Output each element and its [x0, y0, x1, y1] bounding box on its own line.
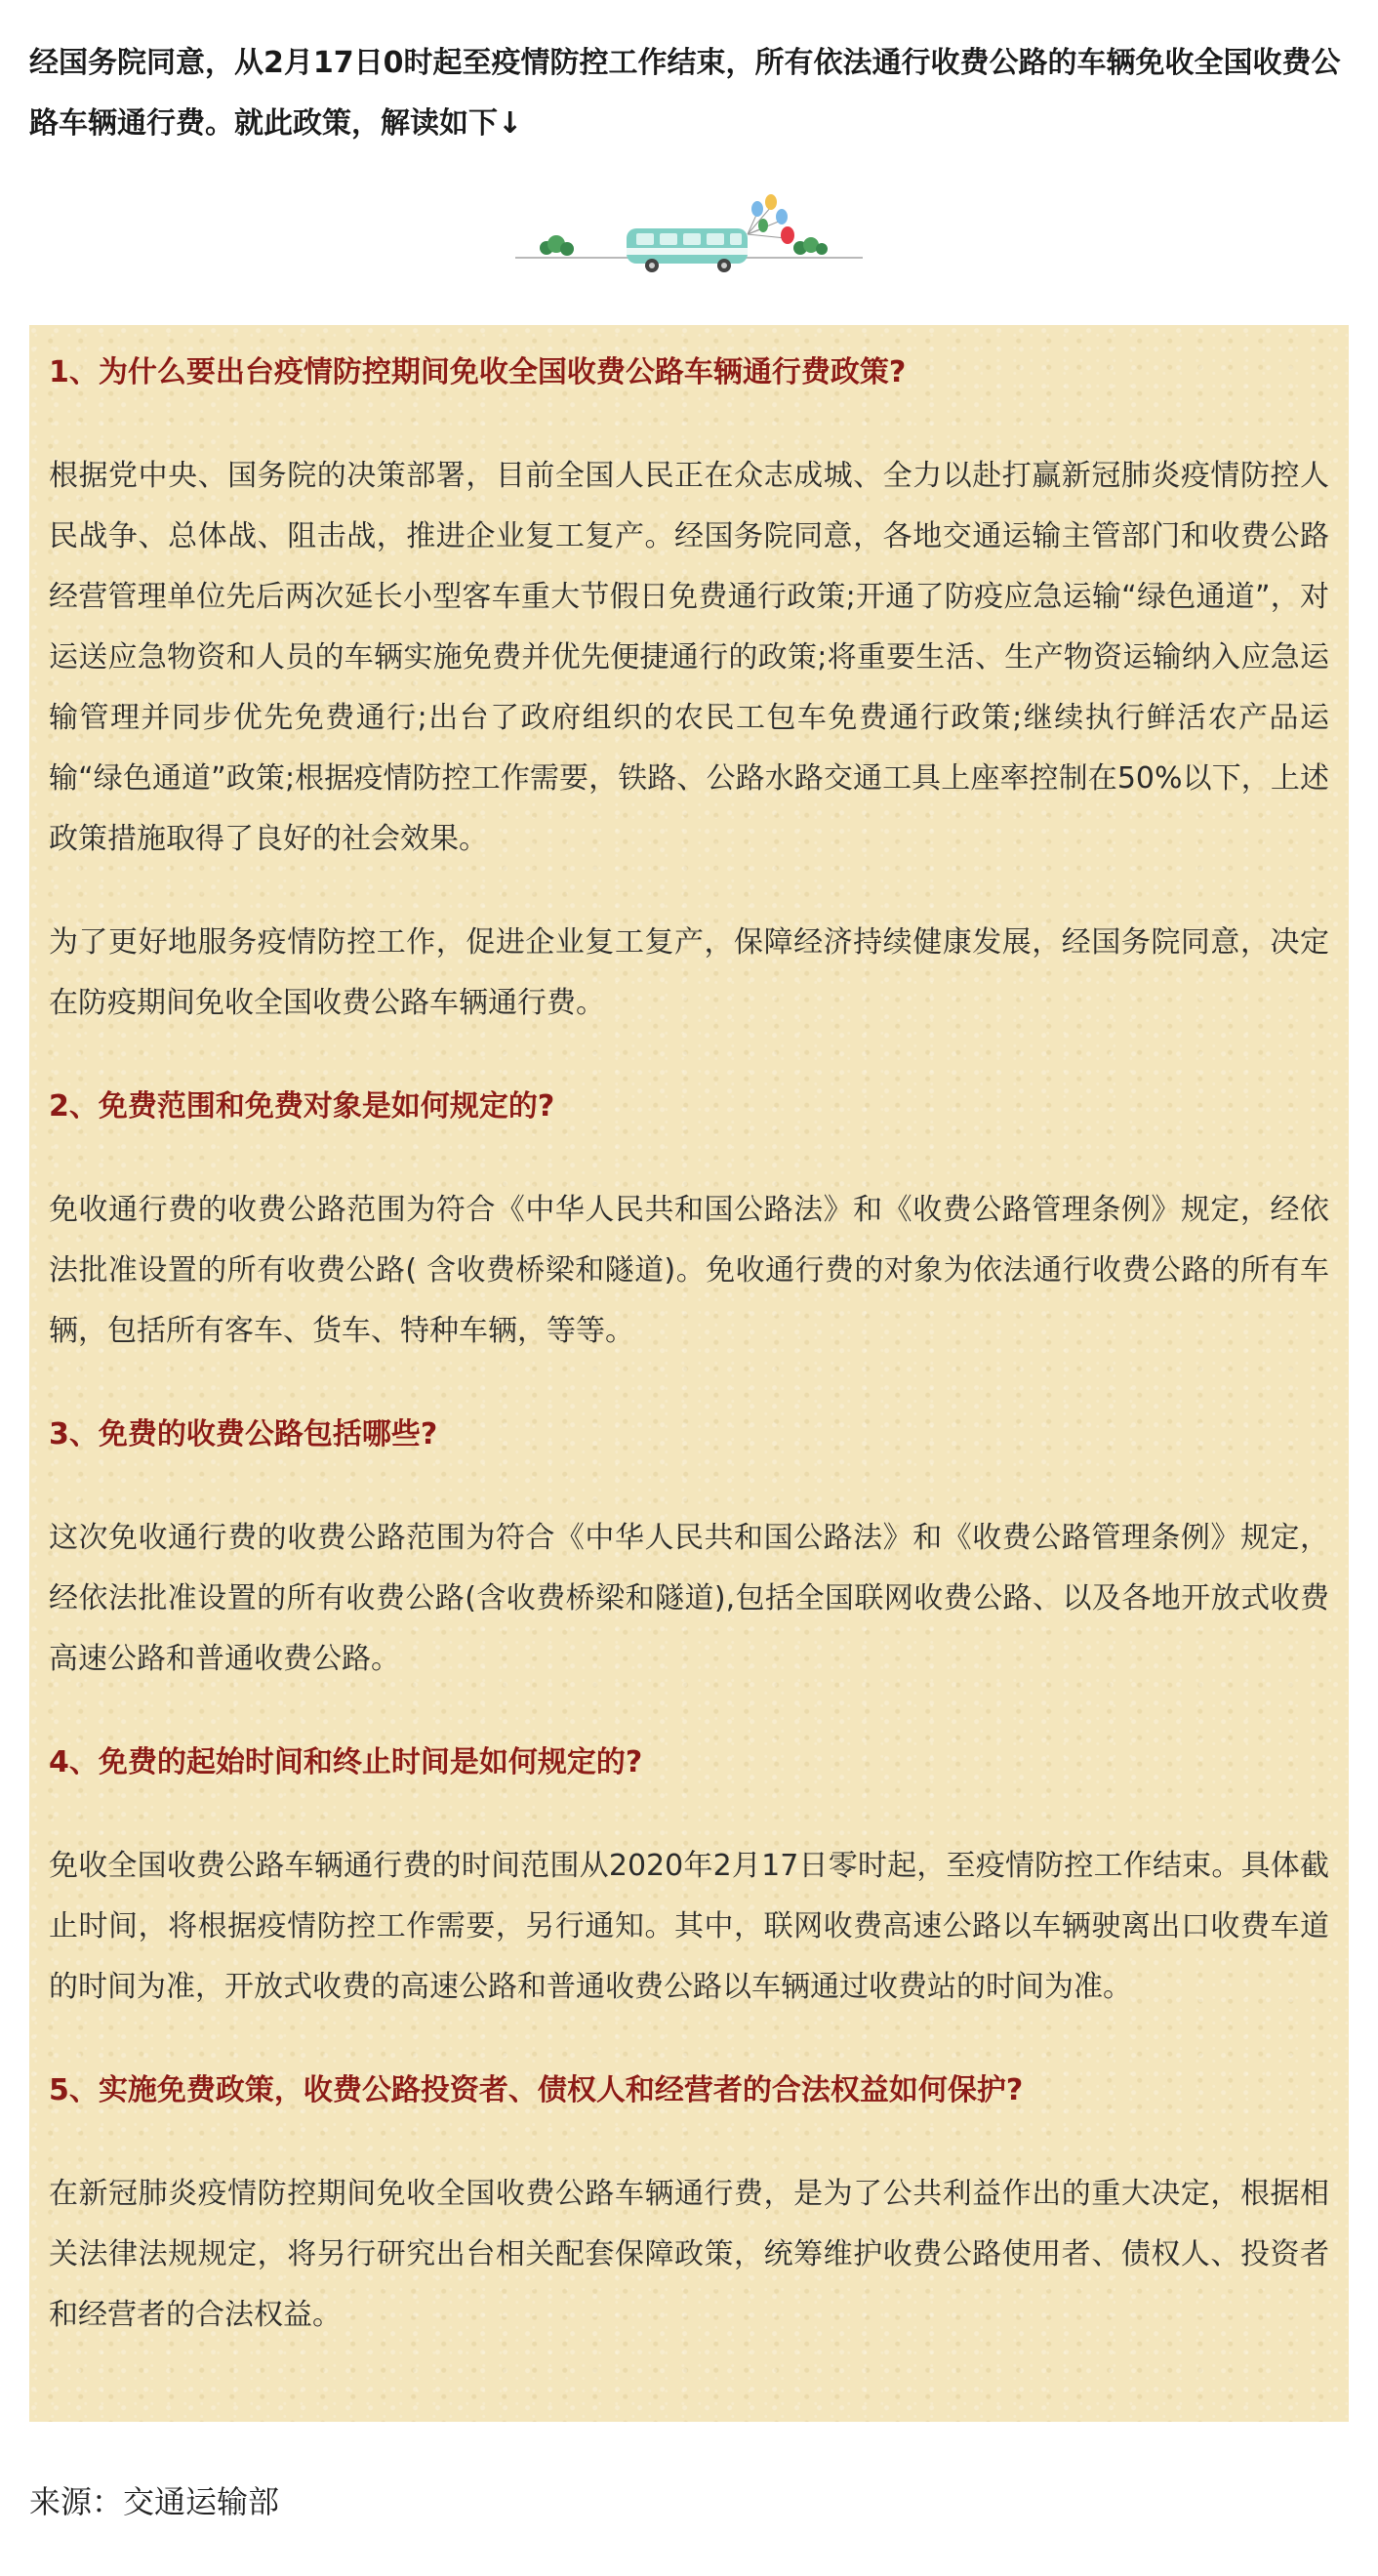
source-credit: 来源：交通运输部 [29, 2483, 280, 2520]
question-4: 4、免费的起始时间和终止时间是如何规定的? [49, 1745, 643, 1779]
bus-divider-icon [507, 191, 871, 279]
faq-content [49, 343, 1329, 2346]
answer-3-paragraph-1: 这次免收通行费的收费公路范围为符合《中华人民共和国公路法》和《收费公路管理条例》规定，经依法批准设置的所有收费公路(含收费桥梁和隧道),包括全国联网收费公路、以及各地开放式收费高速公路和普通收费公路。 [49, 1521, 1329, 1676]
question-5: 5、实施免费政策，收费公路投资者、债权人和经营者的合法权益如何保护? [49, 2073, 1024, 2107]
answer-1-paragraph-1: 根据党中央、国务院的决策部署，目前全国人民正在众志成城、全力以赴打赢新冠肺炎疫情防控人民战争、总体战、阻击战，推进企业复工复产。经国务院同意，各地交通运输主管部门和收费公路经营管理单位先后两次延长小型客车重大节假日免费通行政策;开通了防疫应急运输“绿色通道”，对运送应急物资和人员的车辆实施免费并优先便捷通行的政策;将重要生活、生产物资运输纳入应急运输管理并同步优先免费通行;出台了政府组织的农民工包车免费通行政策;继续执行鲜活农产品运输“绿色通道”政策;根据疫情防控工作需要，铁路、公路水路交通工具上座率控制在50%以下，上述政策措施取得了良好的社会效果。 [49, 459, 1329, 856]
answer-5-paragraph-1: 在新冠肺炎疫情防控期间免收全国收费公路车辆通行费，是为了公共利益作出的重大决定，根据相关法律法规规定，将另行研究出台相关配套保障政策，统筹维护收费公路使用者、债权人、投资者和经营者的合法权益。 [49, 2177, 1329, 2332]
question-1: 1、为什么要出台疫情防控期间免收全国收费公路车辆通行费政策? [49, 355, 907, 389]
answer-1-paragraph-2: 为了更好地服务疫情防控工作，促进企业复工复产，保障经济持续健康发展，经国务院同意，决定在防疫期间免收全国收费公路车辆通行费。 [49, 925, 1329, 1020]
question-2: 2、免费范围和免费对象是如何规定的? [49, 1089, 555, 1124]
answer-2-paragraph-1: 免收通行费的收费公路范围为符合《中华人民共和国公路法》和《收费公路管理条例》规定，经依法批准设置的所有收费公路( 含收费桥梁和隧道)。免收通行费的对象为依法通行收费公路的所有车辆，包括所有客车、货车、特种车辆，等等。 [49, 1193, 1329, 1348]
question-3: 3、免费的收费公路包括哪些? [49, 1417, 438, 1452]
answer-4-paragraph-1: 免收全国收费公路车辆通行费的时间范围从2020年2月17日零时起，至疫情防控工作结束。具体截止时间，将根据疫情防控工作需要，另行通知。其中，联网收费高速公路以车辆驶离出口收费车道的时间为准，开放式收费的高速公路和普通收费公路以车辆通过收费站的时间为准。 [49, 1849, 1329, 2004]
faq-panel [29, 325, 1349, 2422]
intro-paragraph: 经国务院同意，从2月17日0时起至疫情防控工作结束，所有依法通行收费公路的车辆免收全国收费公路车辆通行费。就此政策，解读如下↓ [29, 46, 1341, 141]
